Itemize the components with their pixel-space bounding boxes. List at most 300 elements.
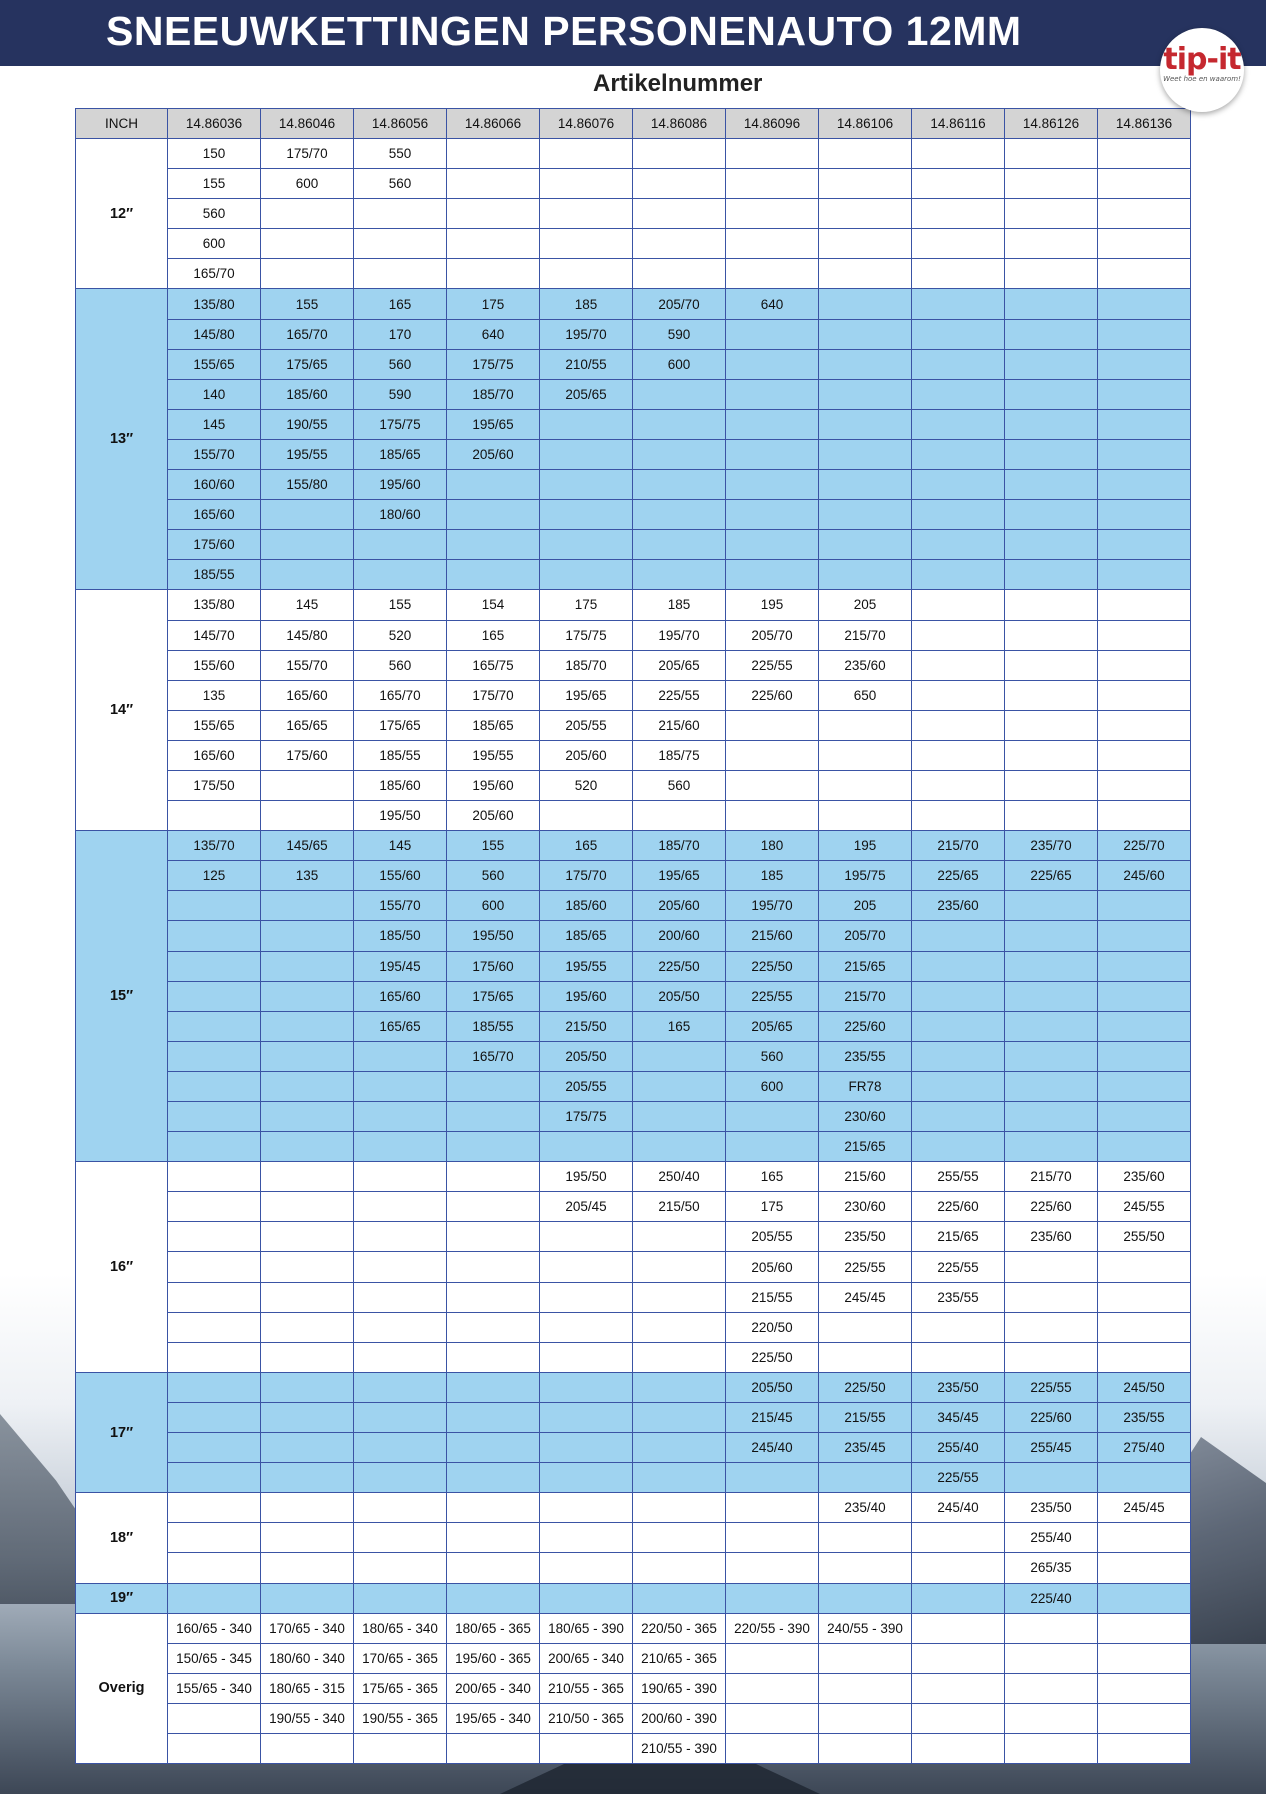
tire-size-cell — [261, 1493, 354, 1523]
tire-size-cell — [447, 169, 540, 199]
tire-size-cell — [1005, 1673, 1098, 1703]
tire-size-cell: 155 — [168, 169, 261, 199]
tire-size-cell: 195/55 — [261, 439, 354, 469]
tire-size-cell — [261, 199, 354, 229]
table-row — [76, 1463, 1191, 1493]
tire-size-cell: 235/55 — [1098, 1402, 1191, 1432]
tire-size-cell: 175/75 — [540, 620, 633, 650]
tire-size-cell — [1005, 139, 1098, 169]
tire-size-cell: 195/75 — [819, 861, 912, 891]
tire-size-cell — [1098, 560, 1191, 590]
tire-size-cell: 215/50 — [633, 1192, 726, 1222]
tire-size-cell — [912, 169, 1005, 199]
tire-size-cell — [819, 199, 912, 229]
tire-size-cell — [912, 1703, 1005, 1733]
tire-size-cell — [540, 199, 633, 229]
tire-size-cell: 180/65 - 390 — [540, 1613, 633, 1643]
tire-size-cell: 235/60 — [1005, 1222, 1098, 1252]
tire-size-cell — [912, 1523, 1005, 1553]
table-row — [76, 560, 1191, 590]
tire-size-cell — [819, 1463, 912, 1493]
tire-size-cell — [1005, 500, 1098, 530]
tire-size-cell — [633, 1553, 726, 1583]
snow-chain-size-table — [75, 108, 1191, 1764]
tire-size-cell: 155/65 — [168, 349, 261, 379]
tire-size-cell: 230/60 — [819, 1192, 912, 1222]
table-row — [76, 1493, 1191, 1523]
tire-size-cell: 195/50 — [447, 921, 540, 951]
tire-size-cell — [540, 801, 633, 831]
tire-size-cell: 205/60 — [726, 1252, 819, 1282]
tire-size-cell: 175 — [447, 289, 540, 319]
tire-size-cell: 175/65 — [354, 710, 447, 740]
tire-size-cell: 205/60 — [447, 439, 540, 469]
tire-size-cell — [354, 1523, 447, 1553]
tire-size-cell: 165/65 — [261, 710, 354, 740]
tire-size-cell: 195/65 - 340 — [447, 1703, 540, 1733]
tire-size-cell — [168, 1583, 261, 1613]
tire-size-cell — [726, 1703, 819, 1733]
tire-size-cell: 235/60 — [819, 650, 912, 680]
table-row — [76, 680, 1191, 710]
tire-size-cell: 175/65 — [447, 981, 540, 1011]
tire-size-cell — [633, 259, 726, 289]
tire-size-cell — [1098, 921, 1191, 951]
tire-size-cell — [354, 1312, 447, 1342]
tire-size-cell: 195/65 — [540, 680, 633, 710]
tire-size-cell — [354, 530, 447, 560]
tire-size-cell — [168, 891, 261, 921]
tire-size-cell — [261, 1523, 354, 1553]
tire-size-cell — [447, 1733, 540, 1763]
tire-size-cell — [447, 1402, 540, 1432]
tire-size-cell: 175/70 — [540, 861, 633, 891]
tire-size-cell — [912, 1553, 1005, 1583]
tire-size-cell: 165/70 — [168, 259, 261, 289]
tire-size-cell: 190/55 - 340 — [261, 1703, 354, 1733]
tire-size-cell — [1098, 379, 1191, 409]
tire-size-cell: 215/50 — [540, 1011, 633, 1041]
tire-size-cell — [633, 169, 726, 199]
table-row — [76, 229, 1191, 259]
tire-size-cell — [633, 379, 726, 409]
tire-size-cell: 255/40 — [912, 1433, 1005, 1463]
tire-size-cell — [168, 1402, 261, 1432]
tire-size-cell — [168, 1733, 261, 1763]
table-row — [76, 199, 1191, 229]
tire-size-cell: 145/65 — [261, 831, 354, 861]
tire-size-cell — [1005, 379, 1098, 409]
tire-size-cell: 210/55 — [540, 349, 633, 379]
tire-size-cell: 245/40 — [912, 1493, 1005, 1523]
tire-size-cell: 205/65 — [726, 1011, 819, 1041]
tire-size-cell — [1005, 289, 1098, 319]
column-header-article: 14.86096 — [726, 109, 819, 139]
tire-size-cell — [261, 981, 354, 1011]
tire-size-cell: 200/60 — [633, 921, 726, 951]
tire-size-cell — [1005, 891, 1098, 921]
tire-size-cell: 150 — [168, 139, 261, 169]
tire-size-cell: 180/60 - 340 — [261, 1643, 354, 1673]
tire-size-cell — [1098, 1342, 1191, 1372]
inch-size-label: 12″ — [76, 139, 168, 289]
tire-size-cell: 600 — [633, 349, 726, 379]
tire-size-cell: 235/55 — [912, 1282, 1005, 1312]
tire-size-cell — [1098, 1282, 1191, 1312]
tire-size-cell — [819, 169, 912, 199]
inch-size-label: 14″ — [76, 590, 168, 831]
column-header-article: 14.86126 — [1005, 109, 1098, 139]
tire-size-cell — [354, 1493, 447, 1523]
tire-size-cell: 195/45 — [354, 951, 447, 981]
tire-size-cell — [726, 740, 819, 770]
tire-size-cell — [447, 1342, 540, 1372]
tire-size-cell — [633, 1132, 726, 1162]
tire-size-cell: 165/70 — [447, 1041, 540, 1071]
tire-size-cell: 250/40 — [633, 1162, 726, 1192]
tire-size-cell: 195/70 — [726, 891, 819, 921]
tire-size-cell: 200/60 - 390 — [633, 1703, 726, 1733]
tire-size-cell: 170/65 - 365 — [354, 1643, 447, 1673]
tire-size-cell: 180/65 - 365 — [447, 1613, 540, 1643]
table-row — [76, 1673, 1191, 1703]
table-row — [76, 1162, 1191, 1192]
tire-size-cell — [633, 1282, 726, 1312]
logo-text: tip-it — [1163, 42, 1241, 77]
tire-size-cell — [354, 560, 447, 590]
tire-size-cell: 155/65 - 340 — [168, 1673, 261, 1703]
tire-size-cell: 190/55 - 365 — [354, 1703, 447, 1733]
table-row — [76, 861, 1191, 891]
tire-size-cell: 195/50 — [354, 801, 447, 831]
tire-size-cell — [633, 1342, 726, 1372]
tire-size-cell: 205/55 — [540, 710, 633, 740]
tire-size-cell — [540, 1433, 633, 1463]
tire-size-cell — [354, 1583, 447, 1613]
tire-size-cell — [819, 770, 912, 800]
tire-size-cell — [819, 1703, 912, 1733]
tire-size-cell — [354, 1463, 447, 1493]
tire-size-cell: 185/75 — [633, 740, 726, 770]
tire-size-cell — [912, 1132, 1005, 1162]
tire-size-cell: 175/70 — [261, 139, 354, 169]
table-row — [76, 801, 1191, 831]
tire-size-cell: 225/55 — [633, 680, 726, 710]
tire-size-cell — [1005, 1011, 1098, 1041]
tire-size-cell: 195/55 — [447, 740, 540, 770]
tire-size-cell: 560 — [447, 861, 540, 891]
tire-size-cell — [1005, 1312, 1098, 1342]
tire-size-cell: 215/70 — [819, 620, 912, 650]
table-row — [76, 1252, 1191, 1282]
tire-size-cell: 225/70 — [1098, 831, 1191, 861]
tire-size-cell — [168, 1011, 261, 1041]
tire-size-cell: 205/50 — [726, 1372, 819, 1402]
tire-size-cell: 225/40 — [1005, 1583, 1098, 1613]
tire-size-cell: 640 — [726, 289, 819, 319]
tire-size-cell — [1098, 1523, 1191, 1553]
tire-size-cell: 265/35 — [1005, 1553, 1098, 1583]
tire-size-cell: 185/60 — [354, 770, 447, 800]
tire-size-cell: 135 — [168, 680, 261, 710]
table-row — [76, 1402, 1191, 1432]
tire-size-cell — [168, 981, 261, 1011]
tire-size-cell — [540, 1372, 633, 1402]
tire-size-cell: 145/70 — [168, 620, 261, 650]
tire-size-cell — [261, 1132, 354, 1162]
tire-size-cell: 135 — [261, 861, 354, 891]
tire-size-cell — [540, 139, 633, 169]
tire-size-cell — [912, 349, 1005, 379]
tire-size-cell — [726, 259, 819, 289]
table-row — [76, 1643, 1191, 1673]
column-header-article: 14.86106 — [819, 109, 912, 139]
tire-size-cell: 195/60 — [447, 770, 540, 800]
inch-size-label: 13″ — [76, 289, 168, 590]
table-body — [76, 139, 1191, 1764]
tire-size-cell — [447, 199, 540, 229]
tire-size-cell — [168, 921, 261, 951]
tire-size-cell — [726, 470, 819, 500]
tire-size-cell: 135/80 — [168, 590, 261, 620]
tire-size-cell: 205/65 — [540, 379, 633, 409]
tire-size-cell — [1005, 409, 1098, 439]
tire-size-cell: 235/50 — [912, 1372, 1005, 1402]
tire-size-cell — [354, 1132, 447, 1162]
tire-size-cell: 215/70 — [1005, 1162, 1098, 1192]
tire-size-cell: 600 — [261, 169, 354, 199]
inch-size-label: 17″ — [76, 1372, 168, 1492]
tire-size-cell — [168, 1463, 261, 1493]
tire-size-cell — [540, 1583, 633, 1613]
tire-size-cell — [168, 1041, 261, 1071]
table-row — [76, 289, 1191, 319]
tire-size-cell — [633, 530, 726, 560]
tire-size-cell — [168, 1703, 261, 1733]
tire-size-cell — [819, 439, 912, 469]
tire-size-cell — [819, 1312, 912, 1342]
tire-size-cell: 225/55 — [1005, 1372, 1098, 1402]
tire-size-cell: 140 — [168, 379, 261, 409]
tire-size-cell — [819, 1733, 912, 1763]
table-row — [76, 1222, 1191, 1252]
table-row — [76, 1071, 1191, 1101]
tire-size-cell: 155/60 — [168, 650, 261, 680]
table-row — [76, 770, 1191, 800]
tire-size-cell: 225/50 — [633, 951, 726, 981]
tire-size-cell — [447, 1282, 540, 1312]
tire-size-cell: 225/55 — [912, 1252, 1005, 1282]
tire-size-cell — [354, 1071, 447, 1101]
tire-size-cell — [447, 1433, 540, 1463]
tire-size-cell — [633, 229, 726, 259]
tire-size-cell: 165 — [447, 620, 540, 650]
brand-logo — [1160, 28, 1244, 112]
tire-size-cell — [1098, 1312, 1191, 1342]
tire-size-cell — [540, 1312, 633, 1342]
column-header-article: 14.86056 — [354, 109, 447, 139]
tire-size-cell — [1098, 1102, 1191, 1132]
tire-size-cell — [261, 1162, 354, 1192]
tire-size-cell — [633, 801, 726, 831]
tire-size-cell — [726, 530, 819, 560]
tire-size-cell — [540, 1493, 633, 1523]
table-row — [76, 1523, 1191, 1553]
tire-size-cell — [1098, 1463, 1191, 1493]
tire-size-cell — [447, 470, 540, 500]
tire-size-cell: 175/60 — [261, 740, 354, 770]
tire-size-cell — [354, 229, 447, 259]
tire-size-cell — [354, 1282, 447, 1312]
tire-size-cell: 180/60 — [354, 500, 447, 530]
table-row — [76, 1102, 1191, 1132]
tire-size-cell: 175/70 — [447, 680, 540, 710]
tire-size-cell — [726, 1643, 819, 1673]
tire-size-cell: 185/65 — [354, 439, 447, 469]
tire-size-cell — [540, 1523, 633, 1553]
tire-size-cell — [1005, 1041, 1098, 1071]
table-row — [76, 710, 1191, 740]
tire-size-cell — [726, 1583, 819, 1613]
tire-size-cell — [261, 259, 354, 289]
tire-size-cell — [912, 1011, 1005, 1041]
tire-size-cell — [540, 1402, 633, 1432]
tire-size-cell: 175/50 — [168, 770, 261, 800]
tire-size-cell — [261, 1553, 354, 1583]
tire-size-cell: 225/60 — [819, 1011, 912, 1041]
tire-size-cell — [726, 1463, 819, 1493]
tire-size-cell: 155 — [261, 289, 354, 319]
tire-size-cell: 215/55 — [819, 1402, 912, 1432]
tire-size-cell: 185/70 — [447, 379, 540, 409]
tire-size-cell — [819, 259, 912, 289]
tire-size-cell — [540, 1222, 633, 1252]
tire-size-cell: 205/55 — [726, 1222, 819, 1252]
tire-size-cell — [633, 1372, 726, 1402]
tire-size-cell: 640 — [447, 319, 540, 349]
tire-size-cell: 255/40 — [1005, 1523, 1098, 1553]
tire-size-cell — [540, 530, 633, 560]
column-header-article: 14.86076 — [540, 109, 633, 139]
tire-size-cell — [168, 1553, 261, 1583]
tire-size-cell: 175/75 — [540, 1102, 633, 1132]
table-row — [76, 1282, 1191, 1312]
tire-size-cell: 225/60 — [912, 1192, 1005, 1222]
tire-size-cell — [540, 1282, 633, 1312]
table-row — [76, 530, 1191, 560]
tire-size-cell — [447, 530, 540, 560]
tire-size-cell: 205/50 — [540, 1041, 633, 1071]
tire-size-cell — [912, 740, 1005, 770]
tire-size-cell: 185 — [633, 590, 726, 620]
tire-size-cell — [1098, 1011, 1191, 1041]
tire-size-cell — [540, 1132, 633, 1162]
tire-size-cell — [633, 409, 726, 439]
tire-size-cell — [261, 500, 354, 530]
tire-size-cell — [447, 1463, 540, 1493]
tire-size-cell — [1098, 439, 1191, 469]
tire-size-cell — [633, 1523, 726, 1553]
tire-size-cell: 185/60 — [540, 891, 633, 921]
tire-size-cell: 210/55 - 365 — [540, 1673, 633, 1703]
tire-size-cell: 225/55 — [726, 650, 819, 680]
tire-size-cell — [1005, 770, 1098, 800]
tire-size-cell: 225/60 — [1005, 1402, 1098, 1432]
tire-size-cell — [1098, 289, 1191, 319]
tire-size-cell — [447, 1102, 540, 1132]
tire-size-cell — [1005, 710, 1098, 740]
tire-size-cell — [726, 1553, 819, 1583]
tire-size-cell: 200/65 - 340 — [540, 1643, 633, 1673]
tire-size-cell — [261, 1192, 354, 1222]
tire-size-cell — [168, 1222, 261, 1252]
tire-size-cell — [1005, 1132, 1098, 1162]
inch-size-label: Overig — [76, 1613, 168, 1763]
tire-size-cell — [1098, 1252, 1191, 1282]
tire-size-cell — [540, 1252, 633, 1282]
tire-size-cell — [1005, 981, 1098, 1011]
tire-size-cell — [1005, 801, 1098, 831]
page-title: SNEEUWKETTINGEN PERSONENAUTO 12MM — [106, 8, 1022, 54]
tire-size-cell — [912, 590, 1005, 620]
tire-size-cell: 185/55 — [354, 740, 447, 770]
tire-size-cell — [912, 620, 1005, 650]
tire-size-cell — [1098, 500, 1191, 530]
tire-size-cell — [912, 1583, 1005, 1613]
tire-size-cell: 154 — [447, 590, 540, 620]
tire-size-cell — [819, 530, 912, 560]
tire-size-cell — [1098, 650, 1191, 680]
tire-size-cell — [726, 1132, 819, 1162]
tire-size-cell: 600 — [726, 1071, 819, 1101]
tire-size-cell: 560 — [354, 650, 447, 680]
tire-size-cell — [819, 470, 912, 500]
tire-size-cell — [447, 259, 540, 289]
tire-size-cell — [1098, 801, 1191, 831]
tire-size-cell — [633, 560, 726, 590]
tire-size-cell — [1098, 1132, 1191, 1162]
tire-size-cell — [1098, 951, 1191, 981]
tire-size-cell — [633, 1312, 726, 1342]
tire-size-cell: 225/60 — [726, 680, 819, 710]
tire-size-cell: 155/70 — [168, 439, 261, 469]
tire-size-cell: 135/80 — [168, 289, 261, 319]
tire-size-cell — [540, 1733, 633, 1763]
table-row — [76, 1553, 1191, 1583]
column-header-article: 14.86136 — [1098, 109, 1191, 139]
tire-size-cell — [1005, 740, 1098, 770]
tire-size-cell: 195/65 — [633, 861, 726, 891]
tire-size-cell — [1005, 1252, 1098, 1282]
tire-size-cell — [726, 1523, 819, 1553]
tire-size-cell — [726, 770, 819, 800]
table-row — [76, 1132, 1191, 1162]
tire-size-cell — [819, 319, 912, 349]
tire-size-cell — [633, 139, 726, 169]
tire-size-cell: 560 — [354, 169, 447, 199]
table-row — [76, 349, 1191, 379]
tire-size-cell: 170/65 - 340 — [261, 1613, 354, 1643]
logo-tagline: Weet hoe en waarom! — [1163, 75, 1241, 83]
tire-size-cell — [1098, 1553, 1191, 1583]
tire-size-cell — [1098, 981, 1191, 1011]
table-row — [76, 981, 1191, 1011]
tire-size-cell — [168, 1282, 261, 1312]
tire-size-cell — [261, 1733, 354, 1763]
tire-size-cell — [726, 1493, 819, 1523]
tire-size-cell — [168, 1132, 261, 1162]
tire-size-cell: 245/50 — [1098, 1372, 1191, 1402]
